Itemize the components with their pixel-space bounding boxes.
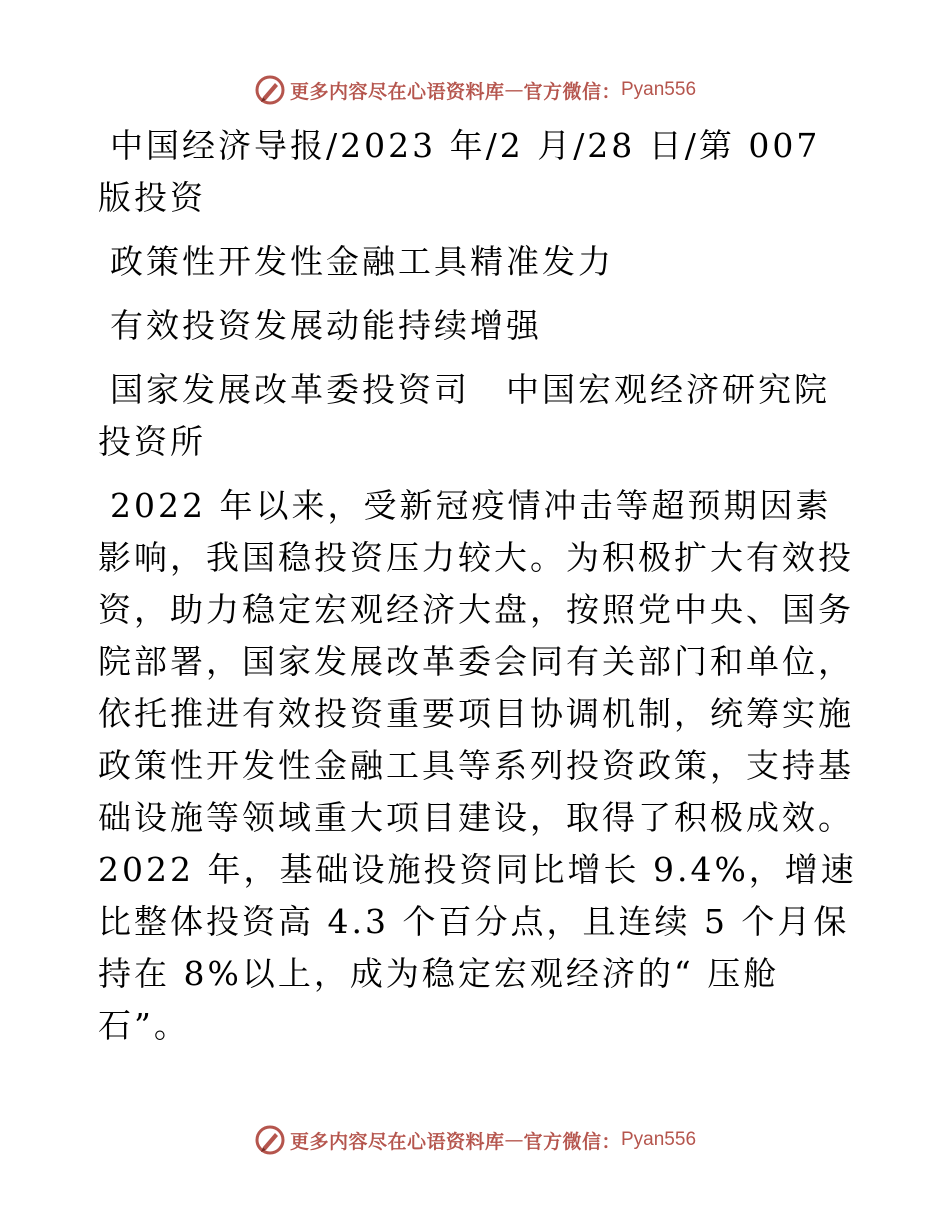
footer-watermark-text: 更多内容尽在心语资料库 xyxy=(289,1130,505,1153)
header-wechat-id: Pyan556 xyxy=(621,79,697,100)
header-watermark xyxy=(0,70,950,110)
article-authors: 国家发展改革委投资司 中国宏观经济研究院投资所 xyxy=(98,370,830,461)
article-body: 2022 年以来，受新冠疫情冲击等超预期因素影响，我国稳投资压力较大。为积极扩大有效投资，助力稳定宏观经济大盘，按照党中央、国务院部署，国家发展改革委会同有关部门和单位，依托推进有效投资重要项目协调机制，统筹实施政策性开发性金融工具等系列投资政策，支持基础设施等领域重大项目建设，取得了积极成效。2022 年，基础设施投资同比增长 9.4%，增速比整体投资高 4.3 个百分点，且连续 5 个月保持在 8%以上，成为稳定宏观经济的“ 压舱石”。 xyxy=(98,486,857,1045)
source-line: 中国经济导报/2023 年/2 月/28 日/第 007 版投资 xyxy=(98,126,821,217)
article-title-line-1: 政策性开发性金融工具精准发力 xyxy=(110,242,614,281)
footer-watermark xyxy=(0,1120,950,1160)
footer-wechat-id: Pyan556 xyxy=(621,1129,697,1150)
article-content xyxy=(98,120,858,1052)
article-title-line-2: 有效投资发展动能持续增强 xyxy=(110,306,542,345)
pen-logo-icon xyxy=(254,74,286,106)
header-watermark-text: 更多内容尽在心语资料库 xyxy=(289,80,505,103)
header-separator: — xyxy=(504,79,524,101)
footer-official-label: 官方微信： xyxy=(523,1130,621,1153)
pen-logo-icon xyxy=(254,1124,286,1156)
footer-separator: — xyxy=(504,1129,524,1151)
header-official-label: 官方微信： xyxy=(523,80,621,103)
